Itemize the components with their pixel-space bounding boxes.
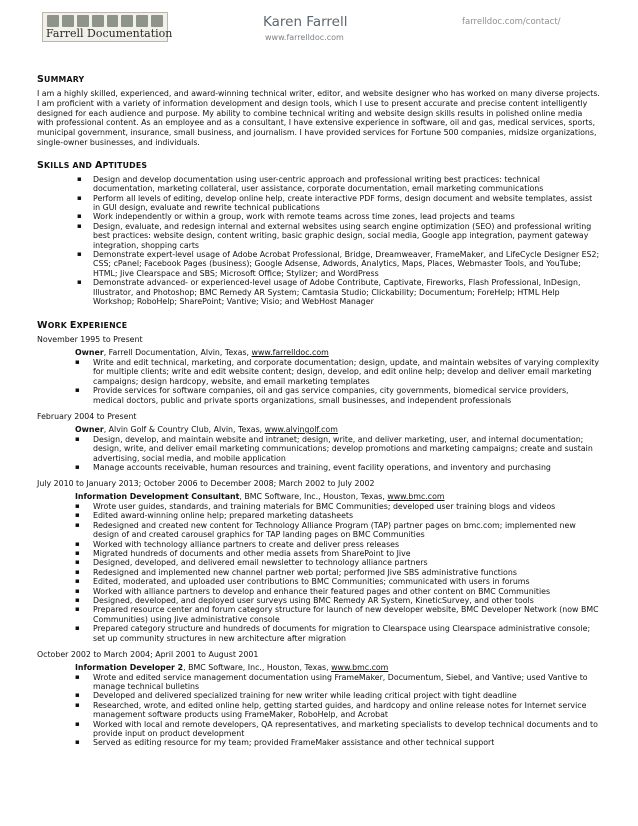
list-item: ▪ Wrote and edited service management documentation using FrameMaker, Documentum, Siebel, and Vantive; used Vantive to manage technical bulletins	[37, 673, 600, 692]
list-item: ▪ Served as editing resource for my team; provided FrameMaker assistance and other technical support	[37, 738, 600, 747]
logo-image-strip	[47, 15, 163, 27]
list-item: ▪ Prepared resource center and forum category structure for launch of new developer website, BMC Developer Network (now BMC Communities) using Jive administrative console	[37, 605, 600, 624]
job-entry	[37, 335, 600, 405]
list-item: ▪ Provide services for software companies, oil and gas service companies, city governments, biomedical service providers, medical doctors, public and private sports organizations, small businesses, and independent professionals	[37, 386, 600, 405]
list-item: ▪ Designed, developed, and deployed user surveys using BMC Remedy AR System, KineticSurvey, and other tools	[37, 596, 600, 605]
list-item: ▪ Manage accounts receivable, human resources and training, event facility operations, and inventory and purchasing	[37, 463, 600, 472]
list-item: ▪ Wrote user guides, standards, and training materials for BMC Communities; developed user training blogs and videos	[37, 502, 600, 511]
job-entry	[37, 650, 600, 748]
job-role: Information Developer 2, BMC Software, Inc., Houston, Texas, www.bmc.com	[75, 663, 389, 672]
job-bullets	[37, 502, 600, 643]
list-item: ▪ Prepared category structure and hundreds of documents for migration to Clearspace using Clearspace administrative console; set up community structures in new architecture after migration	[37, 624, 600, 643]
jobs-list	[37, 335, 600, 747]
list-item: ▪ Edited award-winning online help; prepared marketing datasheets	[37, 511, 600, 520]
list-item: ▪ Edited, moderated, and uploaded user contributions to BMC Communities; communicated with users in forums	[37, 577, 600, 586]
list-item: ▪ Developed and delivered specialized training for new writer while leading critical project with tight deadline	[37, 691, 600, 700]
job-entry	[37, 412, 600, 472]
job-date: July 2010 to January 2013; October 2006 to December 2008; March 2002 to July 2002	[37, 479, 375, 489]
skills-list	[37, 175, 600, 307]
list-item: ▪ Design and develop documentation using user-centric approach and professional writing best practices: technical documentation, marketing collateral, user assistance, corporate documentation, email marketing communications	[37, 175, 600, 194]
farrell-documentation-logo	[42, 12, 173, 42]
summary-text: I am a highly skilled, experienced, and award-winning technical writer, editor, and website designer who has worked on many diverse projects. I am proficient with a variety of information development and design tools, which I use to present accurate and precise content intelligently designed for each audience and purpose. My ability to combine technical writing and website design skills results in polished online media with professional content. As an employee and as a consultant, I have extensive experience in software, oil and gas, medical services, sports, municipal government, insurance, small business, and journalism. I have provided services for Fortune 500 companies, midsize organizations, single-owner businesses, and individuals.	[37, 89, 600, 147]
list-item: ▪ Design, develop, and maintain website and intranet; design, write, and deliver marketing, user, and internal documentation; design, write, and deliver email marketing communications; develop promotions and marketing campaigns; create and sustain advertising, social media, and mobile application	[37, 435, 600, 463]
job-bullets	[37, 435, 600, 473]
job-date: February 2004 to Present	[37, 412, 137, 422]
company-link[interactable]: www.alvingolf.com	[264, 425, 338, 435]
summary-heading: SUMMARY	[37, 74, 85, 85]
job-role: Information Development Consultant, BMC Software, Inc., Houston, Texas, www.bmc.com	[75, 492, 445, 502]
company-link[interactable]: www.bmc.com	[331, 663, 389, 672]
job-role: Owner, Alvin Golf & Country Club, Alvin, Texas, www.alvingolf.com	[75, 425, 338, 435]
list-item: ▪ Demonstrate advanced- or experienced-level usage of Adobe Contribute, Captivate, Fireworks, Flash Professional, InDesign, Illustrator, and Photoshop; BMC Remedy AR System; Camtasia Studio; Clickability; Documentum; ForeHelp; HTML Help Workshop; RoboHelp; SharePoint; Vantive; Visio; and WebHost Manager	[37, 278, 600, 306]
list-item: ▪ Write and edit technical, marketing, and corporate documentation; design, update, and maintain websites of varying complexity for multiple clients; write and edit website content; design, develop, and edit online help; develop and deliver email marketing campaigns; design hardcopy, website, and email marketing templates	[37, 358, 600, 386]
skills-heading: SKILLS AND APTITUDES	[37, 159, 148, 171]
job-role: Owner, Farrell Documentation, Alvin, Texas, www.farrelldoc.com	[75, 348, 329, 358]
company-link[interactable]: www.farrelldoc.com	[251, 348, 329, 358]
website-link[interactable]: www.farrelldoc.com	[265, 33, 344, 42]
author-name: Karen Farrell	[263, 14, 348, 30]
job-date: November 1995 to Present	[37, 335, 143, 345]
job-bullets	[37, 673, 600, 748]
list-item: ▪ Demonstrate expert-level usage of Adobe Acrobat Professional, Bridge, Dreamweaver, FrameMaker, and LifeCycle Designer ES2; CSS; cPanel; Facebook Pages (business); Google Adsense, Adwords, Analytics, Maps, Places, Webmaster Tools, and YouTube; HTML; Jive Clearspace and SBS; Microsoft Office; Stylizer; and WordPress	[37, 250, 600, 278]
list-item: ▪ Designed, developed, and delivered email newsletter to technology alliance partners	[37, 558, 600, 567]
experience-heading: WORK EXPERIENCE	[37, 320, 128, 332]
job-bullets	[37, 358, 600, 405]
list-item: ▪ Design, evaluate, and redesign internal and external websites using search engine optimization (SEO) and professional writing best practices: website design, content writing, basic graphic design, social media, Google app integration, payment gateway integration, shopping carts	[37, 222, 600, 250]
list-item: ▪ Worked with alliance partners to develop and enhance their featured pages and other content on BMC Communities	[37, 587, 600, 596]
job-entry	[37, 479, 600, 643]
list-item: ▪ Work independently or within a group, work with remote teams across time zones, lead projects and teams	[37, 212, 600, 221]
list-item: ▪ Worked with technology alliance partners to create and deliver press releases	[37, 540, 600, 549]
resume-content	[37, 64, 600, 748]
list-item: ▪ Migrated hundreds of documents and other media assets from SharePoint to Jive	[37, 549, 600, 558]
contact-link[interactable]: farrelldoc.com/contact/	[462, 17, 561, 27]
company-link[interactable]: www.bmc.com	[387, 492, 445, 502]
list-item: ▪ Perform all levels of editing, develop online help, create interactive PDF forms, design document and website templates, assist in GUI design, evaluate and rewrite technical publications	[37, 194, 600, 213]
list-item: ▪ Redesigned and created new content for Technology Alliance Program (TAP) partner pages on bmc.com; implemented new design of and created carousel graphics for TAP landing pages on BMC Communities	[37, 521, 600, 540]
job-date: October 2002 to March 2004; April 2001 to August 2001	[37, 650, 259, 659]
list-item: ▪ Worked with local and remote developers, QA representatives, and marketing specialists to develop technical documents and to provide input on product development	[37, 720, 600, 739]
list-item: ▪ Researched, wrote, and edited online help, getting started guides, and hardcopy and online release notes for Internet service management software products using FrameMaker, RoboHelp, and Acrobat	[37, 701, 600, 720]
logo-text: Farrell Documentation	[46, 27, 173, 40]
list-item: ▪ Redesigned and implemented new channel partner web portal; performed Jive SBS administrative functions	[37, 568, 600, 577]
